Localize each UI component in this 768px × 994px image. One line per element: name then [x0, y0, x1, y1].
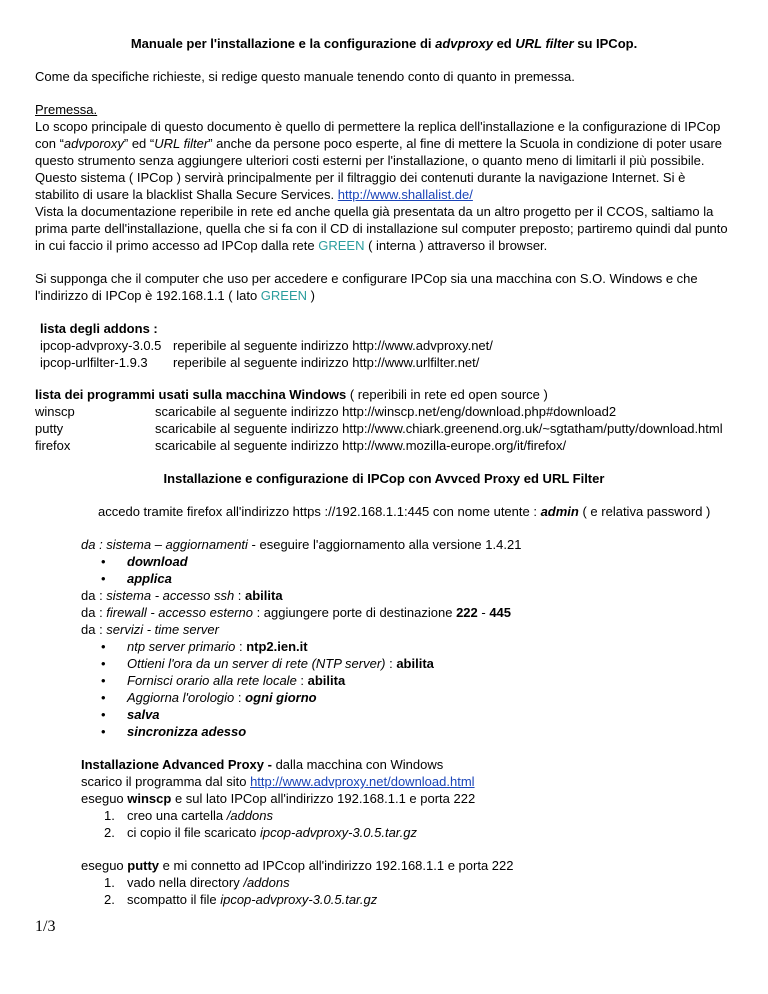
- advproxy-line: eseguo putty e mi connetto ad IPCcop all'indirizzo 192.168.1.1 e porta 222: [81, 858, 514, 873]
- premessa-line: Questo sistema ( IPCop ) servirà principalmente per il filtraggio dei contenuti durante la navigazione Internet. Si è: [35, 170, 686, 185]
- advproxy-download-link[interactable]: http://www.advproxy.net/download.html: [250, 774, 475, 789]
- premessa-line: stabilito di usare la blacklist Shalla Secure Services. http://www.shallalist.de/: [35, 187, 473, 202]
- programs-heading: lista dei programmi usati sulla macchina Windows ( reperibili in rete ed open source ): [35, 387, 548, 402]
- list-item: ci copio il file scaricato ipcop-advproxy-3.0.5.tar.gz: [127, 825, 417, 840]
- addon-name: ipcop-advproxy-3.0.5: [40, 338, 162, 353]
- bullet-icon: •: [101, 639, 106, 654]
- page-number: 1/3: [35, 918, 56, 935]
- advproxy-line: scarico il programma dal sito http://www.advproxy.net/download.html: [81, 774, 475, 789]
- premessa-line: Lo scopo principale di questo documento è quello di permettere la replica dell'installazione e la configurazione di IPCop: [35, 119, 721, 134]
- intro-paragraph: Come da specifiche richieste, si redige questo manuale tenendo conto di quanto in premessa.: [35, 69, 575, 84]
- program-desc: scaricabile al seguente indirizzo http://winscp.net/eng/download.php#download2: [155, 404, 617, 419]
- program-desc: scaricabile al seguente indirizzo http://www.chiark.greenend.org.uk/~sgtatham/putty/download.html: [155, 421, 723, 436]
- step-line: da : sistema - accesso ssh : abilita: [81, 588, 283, 603]
- addon-desc: reperibile al seguente indirizzo http://www.advproxy.net/: [173, 338, 493, 353]
- bullet-icon: •: [101, 707, 106, 722]
- step-line: da : firewall - accesso esterno : aggiungere porte di destinazione 222 - 445: [81, 605, 512, 620]
- bullet-icon: •: [101, 673, 106, 688]
- program-name: putty: [35, 421, 64, 436]
- step-item: ntp server primario : ntp2.ien.it: [127, 639, 308, 654]
- step-item: Ottieni l'ora da un server di rete (NTP server) : abilita: [127, 656, 434, 671]
- bullet-icon: •: [101, 554, 106, 569]
- step-item: applica: [127, 571, 172, 586]
- program-desc: scaricabile al seguente indirizzo http://www.mozilla-europe.org/it/firefox/: [155, 438, 567, 453]
- addons-heading: lista degli addons :: [40, 321, 158, 336]
- access-line: accedo tramite firefox all'indirizzo https ://192.168.1.1:445 con nome utente : admin ( e relativa password ): [98, 504, 711, 519]
- list-item: creo una cartella /addons: [127, 808, 273, 823]
- advproxy-line: eseguo winscp e sul lato IPCop all'indirizzo 192.168.1.1 e porta 222: [81, 791, 476, 806]
- list-number: 1.: [104, 875, 115, 890]
- shallalist-link[interactable]: http://www.shallalist.de/: [337, 187, 473, 202]
- document-title: Manuale per l'installazione e la configurazione di advproxy ed URL filter su IPCop.: [130, 36, 638, 51]
- premessa-line: con “advporoxy” ed “URL filter” anche da persone poco esperte, al fine di mettere la Scuola in condizione di poter usare: [35, 136, 723, 151]
- program-name: winscp: [35, 404, 75, 419]
- section-title: Installazione e configurazione di IPCop con Avvced Proxy ed URL Filter: [163, 471, 605, 486]
- step-line: da : sistema – aggiornamenti - eseguire l'aggiornamento alla versione 1.4.21: [81, 537, 522, 552]
- advproxy-heading: Installazione Advanced Proxy - dalla macchina con Windows: [81, 757, 444, 772]
- suppose-line: l'indirizzo di IPCop è 192.168.1.1 ( lato GREEN ): [35, 288, 315, 303]
- bullet-icon: •: [101, 571, 106, 586]
- bullet-icon: •: [101, 656, 106, 671]
- list-number: 2.: [104, 892, 115, 907]
- premessa-line: in cui faccio il primo accesso ad IPCop dalla rete GREEN ( interna ) attraverso il browser.: [35, 238, 548, 253]
- suppose-line: Si supponga che il computer che uso per accedere e configurare IPCop sia una macchina con S.O. Windows e che: [35, 271, 698, 286]
- step-item: salva: [127, 707, 160, 722]
- premessa-heading: Premessa.: [35, 102, 98, 117]
- list-item: vado nella directory /addons: [127, 875, 290, 890]
- addon-name: ipcop-urlfilter-1.9.3: [40, 355, 148, 370]
- list-item: scompatto il file ipcop-advproxy-3.0.5.tar.gz: [127, 892, 378, 907]
- premessa-line: Vista la documentazione reperibile in rete ed anche quella già presentata da un altro progetto per il CCOS, saltiamo la: [35, 204, 714, 219]
- premessa-line: prima parte dell'installazione, quella che si fa con il CD di installazione sul computer preposto; partiremo quindi dal punto: [35, 221, 728, 236]
- addon-desc: reperibile al seguente indirizzo http://www.urlfilter.net/: [173, 355, 480, 370]
- premessa-line: questo strumento senza aggiungere ulteriori costi esterni per l'installazione, o quanto meno di limitarli il più possibile.: [35, 153, 705, 168]
- step-item: Aggiorna l'orologio : ogni giorno: [127, 690, 317, 705]
- step-item: Fornisci orario alla rete locale : abilita: [127, 673, 346, 688]
- step-item: download: [127, 554, 188, 569]
- bullet-icon: •: [101, 690, 106, 705]
- list-number: 1.: [104, 808, 115, 823]
- bullet-icon: •: [101, 724, 106, 739]
- program-name: firefox: [35, 438, 71, 453]
- list-number: 2.: [104, 825, 115, 840]
- step-item: sincronizza adesso: [127, 724, 247, 739]
- step-line: da : servizi - time server: [81, 622, 219, 637]
